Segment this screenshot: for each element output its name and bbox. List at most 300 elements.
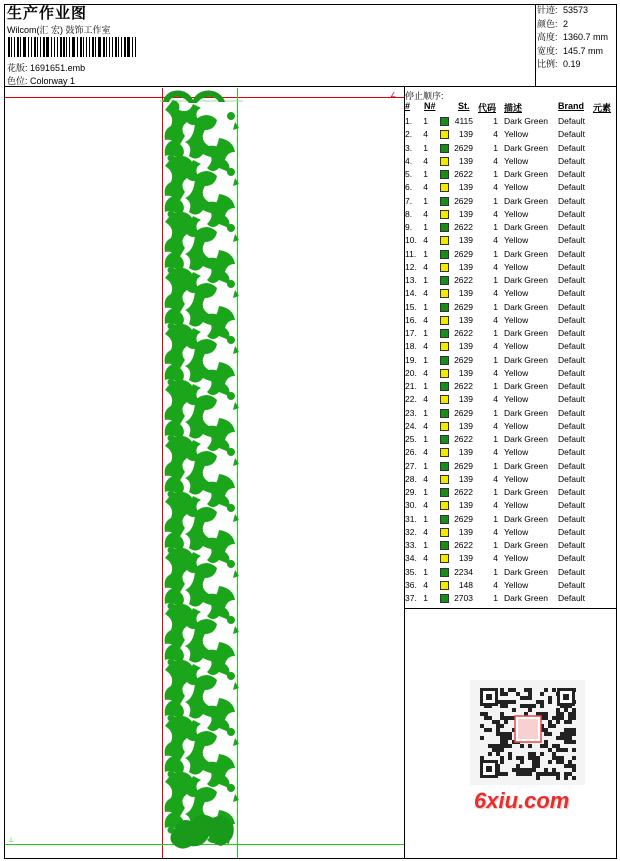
qr-module: [484, 712, 488, 716]
row-needle: 4: [423, 182, 428, 193]
qr-module: [512, 708, 516, 712]
qr-module: [564, 708, 568, 712]
row-stitches: 139: [458, 420, 473, 431]
qr-module: [548, 760, 552, 764]
table-row: [405, 539, 617, 552]
row-stitches: 139: [458, 129, 473, 140]
embroidery-motif: [207, 362, 235, 396]
table-row: [405, 195, 617, 208]
table-row: [405, 301, 617, 314]
row-brand: Default: [558, 288, 585, 299]
corner-mark-top: ∠: [390, 92, 397, 99]
row-index: 22.: [405, 394, 417, 405]
row-stitches: 2629: [454, 142, 473, 153]
row-stitches: 139: [458, 182, 473, 193]
row-desc: Dark Green: [504, 169, 548, 179]
qr-module: [528, 708, 532, 712]
embroidery-dot: [227, 616, 235, 624]
qr-module: [564, 764, 568, 768]
row-desc: Yellow: [504, 579, 529, 590]
row-desc: Dark Green: [504, 487, 548, 497]
row-code: 1: [493, 142, 498, 153]
row-brand: Default: [558, 261, 585, 272]
qr-module: [504, 740, 508, 744]
row-brand: Default: [558, 354, 585, 365]
qr-module: [500, 756, 504, 760]
color-swatch: [440, 568, 449, 577]
qr-module: [516, 772, 520, 776]
row-code: 1: [493, 381, 498, 391]
embroidery-motif: [207, 698, 235, 732]
row-desc: Yellow: [504, 261, 529, 272]
row-needle: 4: [423, 579, 428, 590]
qr-module: [568, 716, 572, 720]
row-needle: 1: [423, 566, 428, 577]
qr-module: [528, 704, 532, 708]
row-code: 4: [493, 553, 498, 564]
row-code: 1: [493, 513, 498, 524]
stat-row: [537, 31, 608, 45]
embroidery-motif: [207, 306, 235, 340]
qr-module: [496, 732, 500, 736]
row-needle: 4: [423, 447, 428, 458]
qr-module: [552, 724, 556, 728]
row-desc: Dark Green: [504, 328, 548, 338]
row-brand: Default: [558, 566, 585, 577]
embroidery-motif: [233, 234, 239, 242]
qr-module: [528, 756, 532, 760]
qr-module: [556, 760, 560, 764]
row-desc: Yellow: [504, 553, 529, 564]
embroidery-motif: [207, 642, 235, 676]
row-brand: Default: [558, 434, 585, 444]
embroidery-motif: [207, 474, 235, 508]
stat-row: [537, 45, 608, 59]
stat-row: [537, 4, 608, 18]
qr-module: [528, 752, 532, 756]
color-swatch: [440, 263, 449, 272]
qr-module: [556, 712, 560, 716]
qr-module: [544, 688, 548, 692]
row-needle: 4: [423, 129, 428, 140]
row-desc: Yellow: [504, 182, 529, 193]
qr-module: [516, 692, 520, 696]
row-stitches: 2629: [454, 354, 473, 365]
row-stitches: 2622: [454, 487, 473, 497]
row-needle: 1: [423, 593, 428, 603]
row-code: 1: [493, 328, 498, 338]
row-needle: 4: [423, 341, 428, 352]
qr-module: [508, 732, 512, 736]
qr-module: [532, 752, 536, 756]
qr-module: [528, 692, 532, 696]
color-swatch: [440, 210, 449, 219]
color-swatch: [440, 329, 449, 338]
row-desc: Dark Green: [504, 222, 548, 232]
row-index: 32.: [405, 526, 417, 537]
qr-module: [568, 728, 572, 732]
qr-module: [500, 772, 504, 776]
row-needle: 4: [423, 208, 428, 219]
row-code: 4: [493, 500, 498, 511]
row-brand: Default: [558, 208, 585, 219]
color-swatch: [440, 183, 449, 192]
color-swatch: [440, 501, 449, 510]
row-brand: Default: [558, 275, 585, 285]
row-stitches: 139: [458, 473, 473, 484]
qr-module: [480, 736, 484, 740]
row-stitches: 2622: [454, 169, 473, 179]
color-swatch: [440, 382, 449, 391]
row-desc: Dark Green: [504, 513, 548, 524]
page-title: 生产作业图: [7, 5, 88, 22]
color-swatch: [440, 289, 449, 298]
qr-module: [496, 752, 500, 756]
row-code: 4: [493, 341, 498, 352]
color-swatch: [440, 475, 449, 484]
qr-module: [572, 756, 576, 760]
col-stitches: St.: [458, 101, 470, 111]
qr-module: [556, 716, 560, 720]
row-brand: Default: [558, 169, 585, 179]
qr-module: [524, 696, 528, 700]
qr-module: [564, 748, 568, 752]
qr-module: [564, 772, 568, 776]
row-needle: 1: [423, 407, 428, 418]
row-needle: 1: [423, 275, 428, 285]
qr-module: [572, 768, 576, 772]
color-swatch: [440, 342, 449, 351]
col-desc: 描述: [504, 103, 523, 113]
row-stitches: 2622: [454, 434, 473, 444]
embroidery-motif: [233, 794, 239, 802]
row-index: 12.: [405, 261, 417, 272]
qr-module: [512, 700, 516, 704]
row-needle: 1: [423, 248, 428, 259]
row-index: 29.: [405, 487, 417, 497]
color-swatch: [440, 117, 449, 126]
qr-module: [572, 740, 576, 744]
embroidery-motif: [207, 754, 235, 788]
row-needle: 1: [423, 540, 428, 550]
row-needle: 1: [423, 116, 428, 126]
embroidery-dot: [227, 280, 235, 288]
qr-module: [544, 728, 548, 732]
row-brand: Default: [558, 460, 585, 471]
qr-module: [500, 732, 504, 736]
qr-module: [516, 764, 520, 768]
qr-module: [532, 756, 536, 760]
row-code: 4: [493, 394, 498, 405]
qr-module: [556, 756, 560, 760]
row-code: 4: [493, 473, 498, 484]
row-needle: 4: [423, 155, 428, 166]
row-code: 1: [493, 195, 498, 206]
row-index: 17.: [405, 328, 417, 338]
row-stitches: 139: [458, 526, 473, 537]
qr-module: [520, 772, 524, 776]
qr-module: [484, 716, 488, 720]
stat-label: 颜色:: [537, 18, 558, 29]
qr-module: [500, 716, 504, 720]
color-swatch: [440, 316, 449, 325]
qr-module: [540, 752, 544, 756]
embroidery-motif: [207, 530, 235, 564]
row-needle: 1: [423, 328, 428, 338]
qr-module: [536, 764, 540, 768]
row-brand: Default: [558, 328, 585, 338]
stat-label: 比例:: [537, 59, 558, 69]
embroidery-motif: [233, 514, 239, 522]
row-brand: Default: [558, 129, 585, 140]
table-row: [405, 128, 617, 141]
qr-module: [520, 696, 524, 700]
table-row: [405, 142, 617, 155]
qr-module: [564, 740, 568, 744]
color-swatch: [440, 594, 449, 603]
qr-module: [560, 716, 564, 720]
color-swatch: [440, 488, 449, 497]
color-swatch: [440, 303, 449, 312]
row-stitches: 2629: [454, 301, 473, 312]
row-index: 35.: [405, 566, 417, 577]
row-brand: Default: [558, 394, 585, 405]
embroidery-motif: [207, 586, 235, 620]
qr-module: [532, 768, 536, 772]
table-row: [405, 354, 617, 367]
stat-value: 2: [563, 18, 569, 29]
col-code: 代码: [478, 103, 497, 113]
table-row: [405, 327, 617, 340]
row-desc: Dark Green: [504, 301, 548, 312]
row-code: 1: [493, 593, 498, 603]
row-desc: Yellow: [504, 155, 529, 166]
qr-module: [512, 688, 516, 692]
stat-value: 53573: [563, 5, 589, 15]
row-stitches: 139: [458, 208, 473, 219]
row-code: 1: [493, 566, 498, 577]
qr-module: [548, 720, 552, 724]
table-row: [405, 579, 617, 592]
qr-module: [504, 772, 508, 776]
row-index: 9.: [405, 222, 413, 232]
qr-module: [540, 744, 544, 748]
row-brand: Default: [558, 222, 585, 232]
qr-module: [504, 700, 508, 704]
table-row: [405, 526, 617, 539]
embroidery-dot: [227, 504, 235, 512]
qr-module: [508, 752, 512, 756]
qr-module: [488, 716, 492, 720]
row-brand: Default: [558, 447, 585, 458]
row-index: 30.: [405, 500, 417, 511]
qr-module: [560, 760, 564, 764]
row-index: 26.: [405, 447, 417, 458]
qr-module: [500, 724, 504, 728]
qr-module: [548, 772, 552, 776]
qr-module: [568, 772, 572, 776]
qr-module: [536, 760, 540, 764]
row-desc: Yellow: [504, 208, 529, 219]
table-row: [405, 460, 617, 473]
row-needle: 4: [423, 314, 428, 325]
row-needle: 4: [423, 473, 428, 484]
qr-module: [544, 768, 548, 772]
row-index: 8.: [405, 208, 413, 219]
qr-module: [552, 716, 556, 720]
design-file: 1691651.emb: [30, 63, 86, 73]
row-index: 18.: [405, 341, 417, 352]
row-code: 4: [493, 579, 498, 590]
qr-module: [504, 720, 508, 724]
row-desc: Yellow: [504, 235, 529, 246]
color-swatch: [440, 395, 449, 404]
row-code: 4: [493, 447, 498, 458]
row-index: 1.: [405, 116, 413, 126]
qr-module: [560, 732, 564, 736]
qr-module: [548, 724, 552, 728]
table-row: [405, 552, 617, 565]
row-stitches: 139: [458, 553, 473, 564]
qr-module: [568, 764, 572, 768]
row-brand: Default: [558, 248, 585, 259]
row-stitches: 139: [458, 500, 473, 511]
row-code: 1: [493, 407, 498, 418]
qr-module: [496, 728, 500, 732]
row-index: 23.: [405, 407, 417, 418]
table-row: [405, 367, 617, 380]
row-code: 4: [493, 526, 498, 537]
qr-module: [508, 756, 512, 760]
row-brand: Default: [558, 473, 585, 484]
qr-module: [528, 696, 532, 700]
qr-module: [552, 752, 556, 756]
embroidery-dot: [227, 728, 235, 736]
company-name: Wilcom(汇 宏) 鼓饰工作室: [7, 25, 111, 35]
row-brand: Default: [558, 553, 585, 564]
row-code: 4: [493, 288, 498, 299]
embroidery-motif: [233, 682, 239, 690]
qr-module: [552, 772, 556, 776]
row-brand: Default: [558, 116, 585, 126]
qr-module: [560, 712, 564, 716]
row-desc: Dark Green: [504, 275, 548, 285]
qr-module: [508, 688, 512, 692]
qr-module: [528, 772, 532, 776]
row-stitches: 4115: [454, 116, 473, 126]
embroidery-motif: [207, 250, 235, 284]
row-stitches: 2629: [454, 407, 473, 418]
row-desc: Dark Green: [504, 593, 548, 603]
table-row: [405, 287, 617, 300]
row-needle: 4: [423, 367, 428, 378]
embroidery-dot: [227, 224, 235, 232]
color-swatch: [440, 462, 449, 471]
color-swatch: [440, 236, 449, 245]
qr-module: [568, 732, 572, 736]
col-needle: N#: [424, 101, 436, 111]
color-swatch: [440, 130, 449, 139]
qr-module: [528, 688, 532, 692]
qr-module: [504, 704, 508, 708]
table-row: [405, 274, 617, 287]
row-code: 1: [493, 222, 498, 232]
row-stitches: 139: [458, 288, 473, 299]
qr-module: [564, 776, 568, 780]
row-index: 11.: [405, 248, 417, 259]
row-desc: Yellow: [504, 500, 529, 511]
row-code: 1: [493, 460, 498, 471]
row-stitches: 2629: [454, 195, 473, 206]
embroidery-dot: [227, 560, 235, 568]
watermark-logo: 6xiu.com: [474, 788, 570, 813]
qr-module: [532, 760, 536, 764]
qr-module: [548, 732, 552, 736]
header-divider: [4, 86, 617, 87]
qr-module: [564, 720, 568, 724]
row-index: 34.: [405, 553, 417, 564]
qr-module: [516, 756, 520, 760]
table-row: [405, 261, 617, 274]
embroidery-motif: [233, 458, 239, 466]
qr-finder: [563, 694, 569, 700]
qr-module: [492, 748, 496, 752]
qr-module: [524, 768, 528, 772]
qr-module: [488, 752, 492, 756]
row-desc: Yellow: [504, 526, 529, 537]
table-row: [405, 155, 617, 168]
row-needle: 1: [423, 513, 428, 524]
row-code: 4: [493, 314, 498, 325]
embroidery-dot: [227, 168, 235, 176]
embroidery-dot: [227, 784, 235, 792]
row-needle: 4: [423, 394, 428, 405]
qr-module: [496, 748, 500, 752]
table-row: [405, 234, 617, 247]
row-code: 4: [493, 420, 498, 431]
row-needle: 4: [423, 553, 428, 564]
qr-module: [564, 732, 568, 736]
row-stitches: 2629: [454, 248, 473, 259]
qr-module: [512, 768, 516, 772]
row-needle: 1: [423, 169, 428, 179]
qr-module: [560, 748, 564, 752]
qr-module: [540, 772, 544, 776]
row-code: 4: [493, 129, 498, 140]
row-stitches: 2622: [454, 275, 473, 285]
qr-module: [520, 760, 524, 764]
qr-module: [484, 728, 488, 732]
embroidery-motif: [233, 738, 239, 746]
stat-value: 0.19: [563, 59, 581, 69]
qr-finder: [486, 766, 492, 772]
embroidery-motif: [233, 122, 239, 130]
row-needle: 4: [423, 526, 428, 537]
row-index: 20.: [405, 367, 417, 378]
qr-module: [488, 744, 492, 748]
row-index: 19.: [405, 354, 417, 365]
table-header: [405, 101, 617, 114]
row-index: 2.: [405, 129, 413, 140]
row-index: 21.: [405, 381, 417, 391]
row-desc: Dark Green: [504, 460, 548, 471]
qr-module: [548, 748, 552, 752]
embroidery-motif: [207, 418, 235, 452]
row-stitches: 2622: [454, 381, 473, 391]
embroidery-motif: [233, 626, 239, 634]
embroidery-dot: [227, 392, 235, 400]
row-code: 1: [493, 540, 498, 550]
